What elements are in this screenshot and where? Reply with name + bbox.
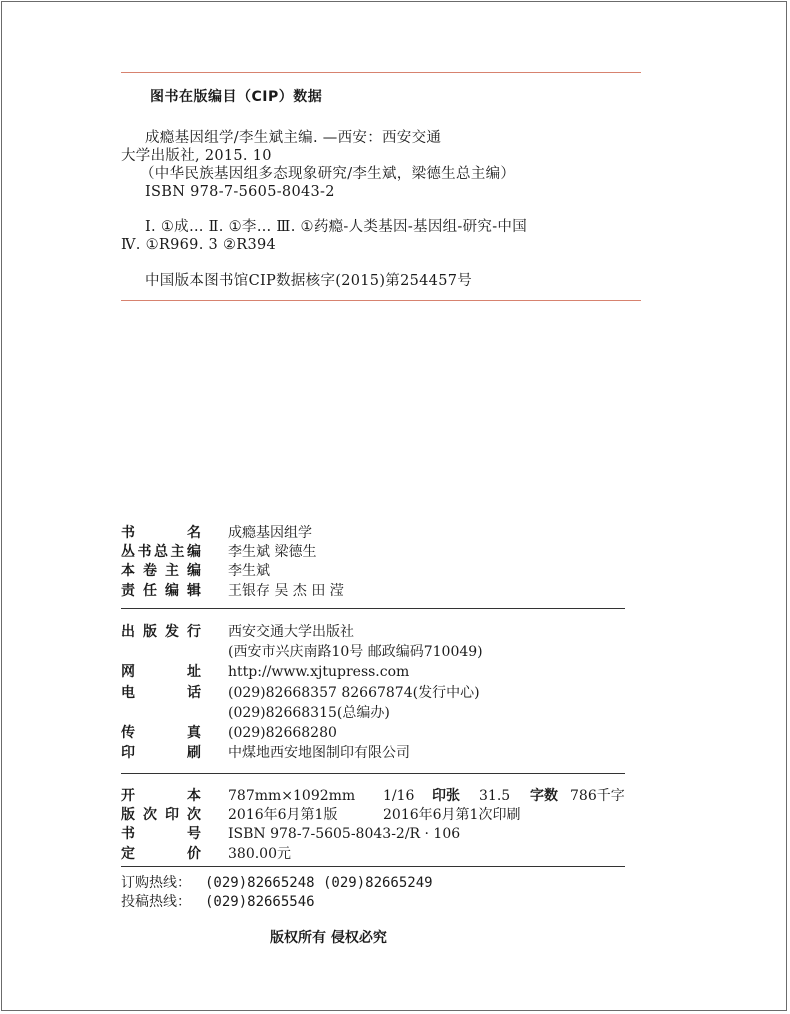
publisher-divider — [121, 773, 625, 774]
price-label: 定 价 — [121, 846, 201, 862]
phone-1: (029)82668357 82667874(发行中心) — [228, 685, 480, 701]
order-hotline-numbers: (029)82665248 (029)82665249 — [205, 875, 433, 891]
publisher-address: (西安市兴庆南路10号 邮政编码710049) — [228, 644, 483, 660]
sheets-label: 印张 — [432, 788, 460, 804]
volume-editor: 李生斌 — [228, 563, 270, 579]
specs-divider — [121, 866, 625, 867]
format-fraction: 1/16 — [383, 788, 415, 804]
cip-line-6: Ⅳ. ①R969. 3 ②R394 — [121, 237, 277, 253]
order-hotline-label: 订购热线： — [121, 875, 191, 891]
publisher-label: 出 版 发 行 — [121, 624, 201, 640]
cip-line-4: ISBN 978-7-5605-8043-2 — [145, 184, 335, 200]
series-editor-label: 丛 书 总 主 编 — [121, 544, 201, 560]
isbn: ISBN 978-7-5605-8043-2/R · 106 — [228, 826, 461, 842]
edition-label: 版 次 印 次 — [121, 807, 201, 823]
printing: 2016年6月第1次印刷 — [383, 807, 521, 823]
submit-hotline-label: 投稿热线： — [121, 894, 191, 910]
phone-2: (029)82668315(总编办) — [228, 705, 390, 721]
book-name-label: 书 名 — [121, 525, 201, 541]
sheets: 31.5 — [479, 788, 511, 804]
cip-bottom-rule — [121, 300, 641, 301]
series-editor: 李生斌 梁德生 — [228, 544, 317, 560]
info-divider — [121, 608, 625, 609]
fax-label: 传 真 — [121, 725, 201, 741]
website-label: 网 址 — [121, 664, 201, 680]
publisher-name: 西安交通大学出版社 — [228, 624, 354, 640]
page-border — [1, 1, 787, 1011]
book-name: 成瘾基因组学 — [228, 525, 312, 541]
edition: 2016年6月第1版 — [228, 807, 338, 823]
printer: 中煤地西安地图制印有限公司 — [228, 745, 410, 761]
cip-number: 中国版本图书馆CIP数据核字(2015)第254457号 — [145, 273, 473, 289]
isbn-label: 书 号 — [121, 826, 201, 842]
cip-line-3: （中华民族基因组多态现象研究/李生斌，梁德生总主编） — [140, 166, 516, 182]
responsible-editor: 王银存 吴 杰 田 滢 — [228, 583, 344, 599]
format: 787mm×1092mm — [228, 788, 356, 804]
responsible-editor-label: 责 任 编 辑 — [121, 583, 201, 599]
words: 786千字 — [570, 788, 625, 804]
copyright-notice: 版权所有 侵权必究 — [270, 930, 387, 946]
price: 380.00元 — [228, 846, 291, 862]
printer-label: 印 刷 — [121, 745, 201, 761]
phone-label: 电 话 — [121, 685, 201, 701]
volume-editor-label: 本 卷 主 编 — [121, 563, 201, 579]
words-label: 字数 — [530, 788, 558, 804]
format-label: 开 本 — [121, 788, 201, 804]
cip-heading: 图书在版编目（CIP）数据 — [150, 89, 323, 105]
cip-line-1: 成瘾基因组学/李生斌主编. —西安：西安交通 — [145, 130, 442, 146]
cip-line-2: 大学出版社, 2015. 10 — [121, 148, 272, 164]
cip-top-rule — [121, 72, 641, 73]
fax: (029)82668280 — [228, 725, 337, 741]
cip-line-5: Ⅰ. ①成… Ⅱ. ①李… Ⅲ. ①药瘾-人类基因-基因组-研究-中国 — [145, 219, 528, 235]
website: http://www.xjtupress.com — [228, 664, 410, 680]
submit-hotline-number: (029)82665546 — [205, 894, 315, 910]
